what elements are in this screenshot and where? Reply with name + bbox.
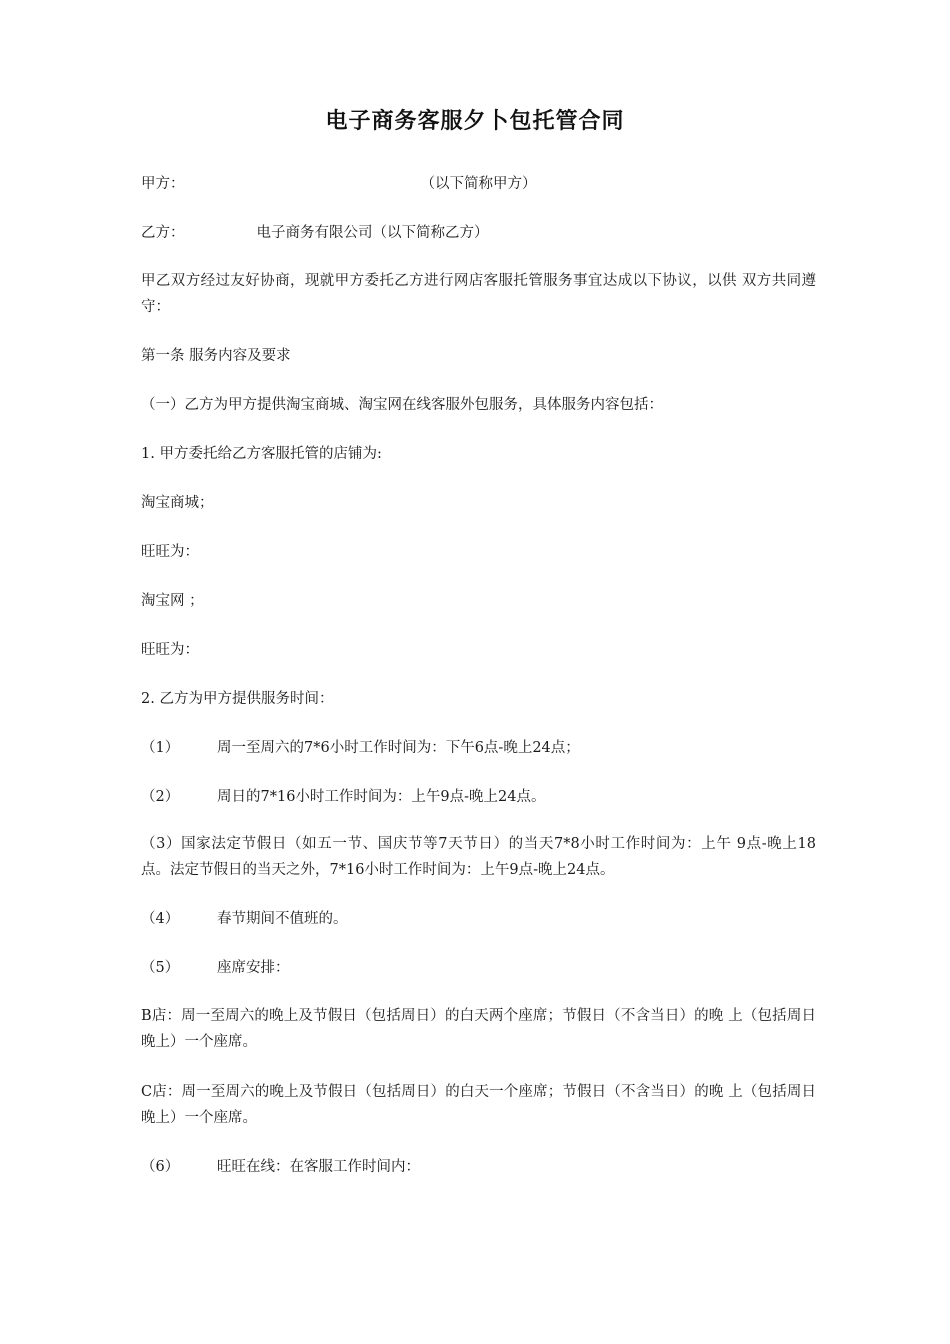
party-b-line	[141, 223, 489, 243]
sub-item-6	[141, 1157, 420, 1177]
sub-item-2-number: （2）	[141, 789, 180, 805]
tmall-line: 淘宝商城；	[141, 495, 214, 511]
sub-item-6-number: （6）	[141, 1159, 180, 1175]
party-b-label: 乙方：	[141, 225, 185, 241]
document-title: 电子商务客服夕卜包托管合同	[325, 109, 625, 134]
sub-item-4	[141, 909, 348, 929]
sub-item-1-text: 周一至周六的7*6小时工作时间为：下午6点-晚上24点；	[217, 740, 580, 756]
sub-item-5	[141, 958, 290, 978]
item-2-paragraph: 2. 乙方为甲方提供服务时间：	[141, 691, 334, 707]
article-1-heading: 第一条 服务内容及要求	[141, 348, 291, 364]
taobao-line: 淘宝网 ；	[141, 593, 204, 609]
sub-item-3: （3）国家法定节假日（如五一节、国庆节等7天节日）的当天7*8小时工作时间为：上午 9点-晚上18点。法定节假日的当天之外，7*16小时工作时间为：上午9点-晚上24点。	[141, 836, 816, 878]
sub-item-4-number: （4）	[141, 911, 180, 927]
sub-item-6-text: 旺旺在线：在客服工作时间内：	[217, 1159, 420, 1175]
sub-item-1-number: （1）	[141, 740, 180, 756]
section-1-paragraph: （一）乙方为甲方提供淘宝商城、淘宝网在线客服外包服务，具体服务内容包括：	[141, 397, 663, 413]
sub-item-5-text: 座席安排：	[217, 960, 290, 976]
intro-paragraph: 甲乙双方经过友好协商，现就甲方委托乙方进行网店客服托管服务事宜达成以下协议，以供 双方共同遵守：	[141, 273, 816, 315]
party-a-note: （以下简称甲方）	[420, 176, 537, 192]
shop-b-paragraph: B店：周一至周六的晚上及节假日（包括周日）的白天两个座席；节假日（不含当日）的晚 上（包括周日晚上）一个座席。	[141, 1008, 816, 1050]
sub-item-1	[141, 738, 580, 758]
sub-item-2-text: 周日的7*16小时工作时间为：上午9点-晚上24点。	[217, 789, 546, 805]
shop-c-paragraph: C店：周一至周六的晚上及节假日（包括周日）的白天一个座席；节假日（不含当日）的晚 上（包括周日晚上）一个座席。	[141, 1084, 816, 1126]
wangwang-line-2: 旺旺为：	[141, 642, 199, 658]
party-a-line	[141, 174, 537, 194]
sub-item-2	[141, 787, 546, 807]
item-1-paragraph: 1. 甲方委托给乙方客服托管的店铺为:	[141, 446, 382, 462]
sub-item-5-number: （5）	[141, 960, 180, 976]
party-a-label: 甲方：	[141, 176, 185, 192]
party-b-name: 电子商务有限公司（以下简称乙方）	[256, 225, 489, 241]
sub-item-4-text: 春节期间不值班的。	[217, 911, 348, 927]
wangwang-line-1: 旺旺为：	[141, 544, 199, 560]
